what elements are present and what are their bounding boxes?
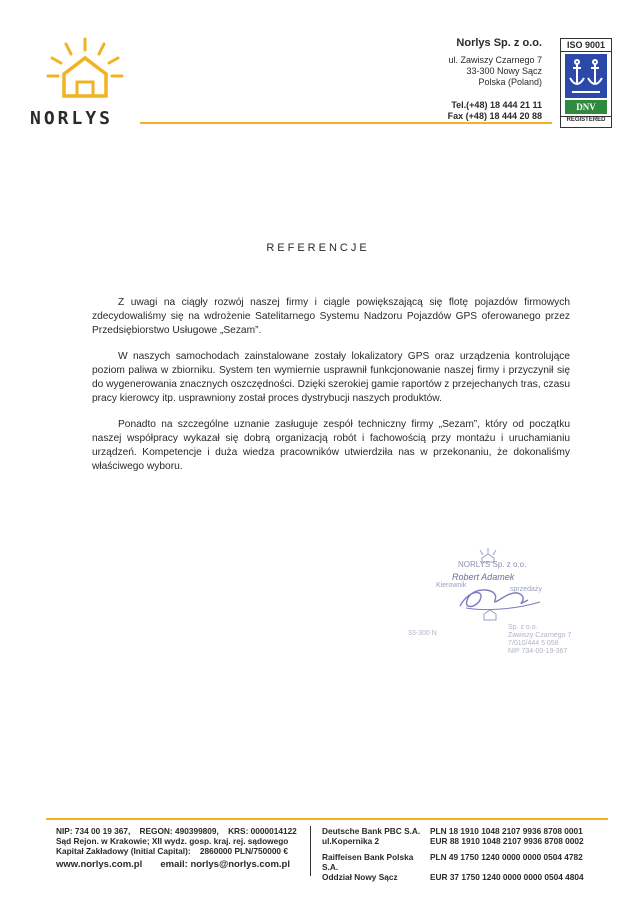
- stamp-company: NORLYS Sp. z o.o.: [458, 560, 527, 569]
- signer-role-right: sprzedaży: [510, 586, 542, 593]
- bank1-addr: ul.Kopernika 2: [322, 836, 380, 846]
- court-line: Sąd Rejon. w Krakowie; XII wydz. gosp. kraj. rej. sądowego: [56, 836, 289, 846]
- bank1-name: Deutsche Bank PBC S.A.: [322, 826, 421, 836]
- email-link[interactable]: email: norlys@norlys.com.pl: [160, 859, 290, 870]
- paragraph-1: Z uwagi na ciągły rozwój naszej firmy i ciągle powiększającą się flotę pojazdów firmowych zdecydowaliśmy się na wdrożenie Satelitarnego Systemu Nadzoru Pojazdów GPS oferowanego przez Przedsiębiorstwo Usługowe „Sezam”.: [92, 297, 570, 336]
- bank2-addr: Oddział Nowy Sącz: [322, 872, 398, 882]
- header-divider: [140, 122, 552, 124]
- paragraph-2: W naszych samochodach zainstalowane zostały lokalizatory GPS oraz urządzenia kontrolujące poziom paliwa w zbiorniku. System ten wymiernie usprawnił funkcjonowanie naszej firmy i przyczynił się do wygenerowania znacznych oszczędności. Dzięki szerokiej gamie raportów z przejechanych tras, czasu pracy kierowcy itp. usprawniony został proces dystrybucji naszych produktów.: [92, 351, 570, 404]
- dnv-label: DNV: [565, 100, 607, 114]
- website-link[interactable]: www.norlys.com.pl: [56, 859, 143, 870]
- bank1-eur: EUR 88 1910 1048 2107 9936 8708 0002: [430, 836, 584, 846]
- signer-role-left: Kierownik: [436, 582, 467, 589]
- registered-label: REGISTERED: [561, 116, 611, 123]
- stamp-left-text: 33-300 N: [408, 630, 437, 637]
- footer-bank-info: [322, 826, 584, 882]
- contact-line: [56, 860, 290, 870]
- paragraph-3: Ponadto na szczególne uznanie zasługuje zespół techniczny firmy „Sezam”, który od początku naszej współpracy wykazał się dobrą organizacją robót i fachowością przy montażu i uruchamianiu urządzeń. Kompetencje i duża wiedza pracowników utwierdziła nas w przekonaniu, że dokonaliśmy właściwego wyboru.: [92, 419, 570, 472]
- regon: REGON: 490399809,: [139, 826, 219, 836]
- stamp-line-3: 7/010/444 5 058: [508, 640, 559, 647]
- stamp-line-4: NIP 734-00-19-367: [508, 648, 568, 655]
- footer-divider: [46, 818, 608, 820]
- bank2-pln: PLN 49 1750 1240 0000 0000 0504 4782: [430, 852, 583, 862]
- iso-label: ISO 9001: [561, 39, 611, 52]
- stamp-line-2: Zawiszy Czarnego 7: [508, 632, 572, 639]
- signature-stamp: [400, 548, 610, 673]
- company-name: Norlys Sp. z o.o.: [456, 37, 542, 49]
- stamp-right-text: [508, 624, 571, 656]
- capital-value: 2860000 PLN/750000 €: [199, 846, 288, 856]
- iso-certificate-badge: [560, 38, 612, 128]
- letter-body: [92, 296, 570, 486]
- company-fax: Fax (+48) 18 444 20 88: [447, 111, 542, 121]
- company-country: Polska (Poland): [478, 77, 542, 87]
- company-street: ul. Zawiszy Czarnego 7: [448, 55, 542, 65]
- company-tel: Tel.(+48) 18 444 21 11: [451, 100, 542, 110]
- capital-line: [56, 846, 297, 856]
- footer-separator: [310, 826, 311, 876]
- stamp-line-1: Sp. z o.o.: [508, 624, 538, 631]
- krs: KRS: 0000014122: [228, 826, 297, 836]
- registration-line: [56, 826, 297, 836]
- letter-heading: REFERENCJE: [266, 242, 370, 254]
- logo-wordmark: NORLYS: [30, 108, 114, 129]
- bank2-name: Raiffeisen Bank Polska S.A.: [322, 852, 414, 872]
- footer-company-info: [56, 826, 297, 870]
- nip: NIP: 734 00 19 367,: [56, 826, 131, 836]
- company-city: 33-300 Nowy Sącz: [466, 66, 542, 76]
- capital-label: Kapitał Zakładowy (Initial Capital):: [56, 846, 191, 856]
- anchor-crown-icon: [565, 54, 607, 98]
- company-logo: [30, 36, 140, 131]
- signer-name: Robert Adamek: [452, 572, 515, 582]
- house-sun-icon: [40, 36, 130, 106]
- bank2-eur: EUR 37 1750 1240 0000 0000 0504 4804: [430, 872, 584, 882]
- bank1-pln: PLN 18 1910 1048 2107 9936 8708 0001: [430, 826, 583, 836]
- company-address: [448, 38, 542, 122]
